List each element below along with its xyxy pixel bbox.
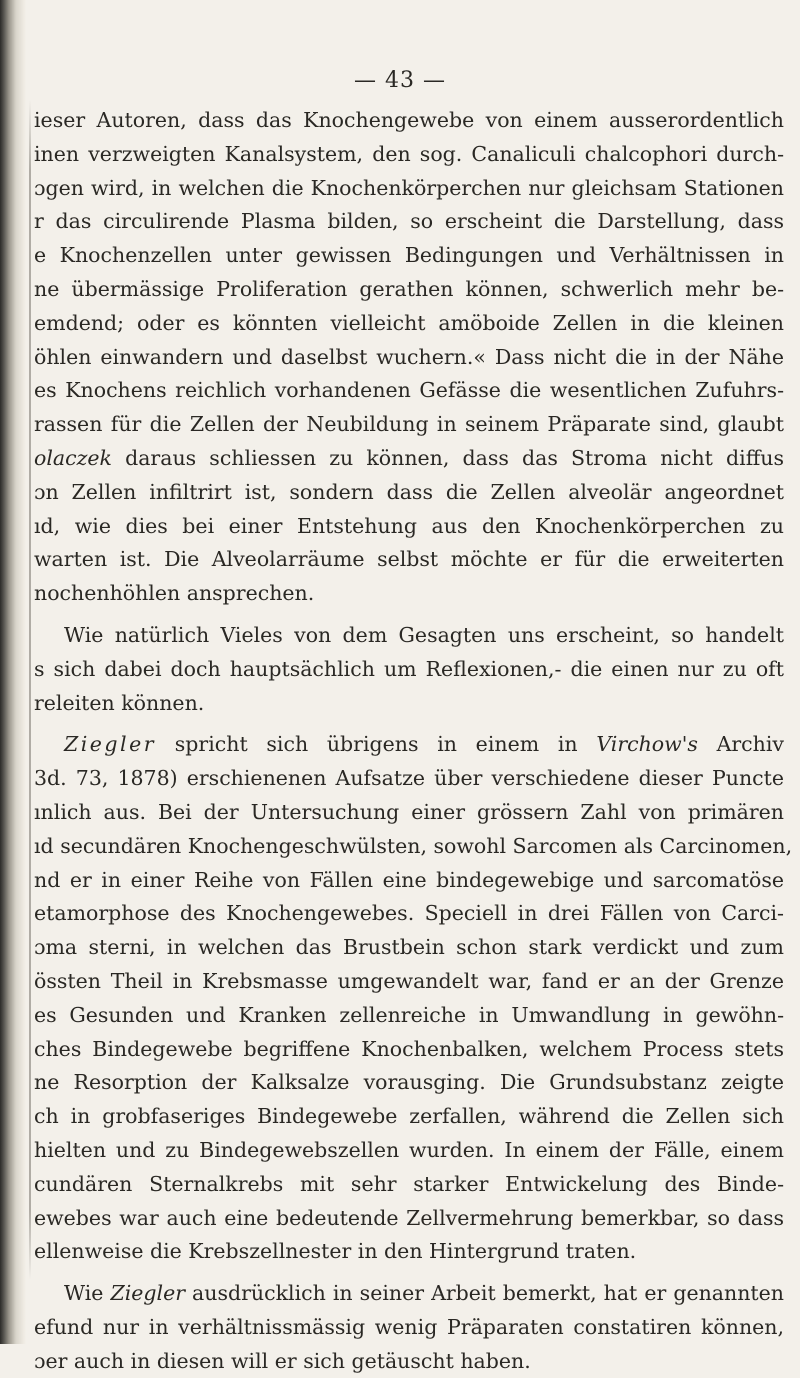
text-line: rassen für die Zellen der Neubildung in seinem Präparate sind, glaubt — [34, 412, 784, 437]
text-line: ɔma sterni, in welchen das Brustbein schon stark verdickt und zum — [34, 935, 784, 960]
text-line: ɔn Zellen infiltrirt ist, sondern dass die Zellen alveolär angeordnet — [34, 479, 784, 504]
text-line: öhlen einwandern und daselbst wuchern.« Dass nicht die in der Nähe — [34, 344, 784, 369]
text-line — [34, 1277, 784, 1311]
text-line: ewebes war auch eine bedeutende Zellvermehrung bemerkbar, so dass — [34, 1205, 784, 1230]
text-line: hielten und zu Bindegewebszellen wurden. In einem der Fälle, einem — [34, 1137, 784, 1162]
text-line: es Knochens reichlich vorhandenen Gefässe die wesentlichen Zufuhrs- — [34, 378, 784, 403]
text-line: 3d. 73, 1878) erschienenen Aufsatze über verschiedene dieser Puncte — [34, 766, 784, 791]
text-line-part: Wie — [64, 1281, 111, 1306]
text-line: efund nur in verhältnissmässig wenig Präparaten constatiren können, — [34, 1314, 784, 1339]
text-line: cundären Sternalkrebs mit sehr starker Entwickelung des Binde- — [34, 1171, 784, 1196]
paragraph-1 — [34, 104, 784, 611]
text-line: ellenweise die Krebszellnester in den Hintergrund traten. — [34, 1239, 637, 1264]
text-line: ɔer auch in diesen will er sich getäuscht haben. — [34, 1348, 531, 1373]
page-number: — 43 — — [354, 68, 446, 93]
text-line: ieser Autoren, dass das Knochengewebe von einem ausserordentlich — [34, 108, 784, 132]
text-line: e Knochenzellen unter gewissen Bedingungen und Verhältnissen in — [34, 243, 784, 268]
text-line: ch in grobfaseriges Bindegewebe zerfallen, während die Zellen sich — [34, 1104, 784, 1129]
text-line-part: spricht sich übrigens in einem in — [156, 732, 597, 757]
author-name-italic: olaczek — [34, 445, 112, 470]
text-line: warten ist. Die Alveolarräume selbst möchte er für die erweiterten — [34, 547, 784, 572]
author-name-italic: Ziegler — [110, 1281, 185, 1306]
paragraph-3 — [34, 728, 793, 1269]
text-line: nd er in einer Reihe von Fällen eine bindegewebige und sarcomatöse — [34, 867, 784, 892]
text-line-part: ausdrücklich in seiner Arbeit bemerkt, hat er genannten — [185, 1281, 784, 1306]
text-line: össten Theil in Krebsmasse umgewandelt war, fand er an der Grenze — [34, 968, 784, 993]
page-binding-edge — [0, 0, 26, 1344]
paragraph-2 — [34, 619, 784, 720]
text-line — [34, 442, 784, 476]
paragraph-4 — [34, 1277, 784, 1378]
journal-name-italic: Virchow's — [596, 732, 698, 757]
text-line: es Gesunden und Kranken zellenreiche in Umwandlung in gewöhn- — [34, 1002, 784, 1027]
text-line: ıd, wie dies bei einer Entstehung aus den Knochenkörperchen zu — [34, 513, 784, 538]
text-line: r das circulirende Plasma bilden, so erscheint die Darstellung, dass — [34, 209, 784, 234]
text-line: emdend; oder es könnten vielleicht amöboide Zellen in die kleinen — [34, 310, 784, 335]
text-line: s sich dabei doch hauptsächlich um Reflexionen,- die einen nur zu oft — [34, 656, 784, 681]
body-text — [34, 104, 793, 1378]
text-line: ches Bindegewebe begriffene Knochenbalken, welchem Process stets — [34, 1036, 784, 1061]
gutter-shadow-line — [29, 100, 31, 1280]
text-line: ıd secundären Knochengeschwülsten, sowohl Sarcomen als Carcinomen, — [34, 833, 793, 858]
text-line: ınlich aus. Bei der Untersuchung einer grössern Zahl von primären — [34, 799, 784, 824]
author-name-spaced: Ziegler — [64, 732, 157, 757]
text-line — [34, 728, 784, 762]
text-line: etamorphose des Knochengewebes. Speciell in drei Fällen von Carci- — [34, 901, 784, 926]
text-line-rest: daraus schliessen zu können, dass das Stroma nicht diffus — [111, 445, 784, 470]
text-line: Wie natürlich Vieles von dem Gesagten uns erscheint, so handelt — [64, 622, 784, 647]
text-line-part: Archiv — [697, 732, 784, 757]
text-line: ɔgen wird, in welchen die Knochenkörperchen nur gleichsam Stationen — [34, 175, 784, 200]
text-line: ne übermässige Proliferation gerathen können, schwerlich mehr be- — [34, 276, 784, 301]
text-line: ne Resorption der Kalksalze vorausging. Die Grundsubstanz zeigte — [34, 1070, 784, 1095]
text-line: nochenhöhlen ansprechen. — [34, 581, 315, 606]
text-line: releiten können. — [34, 690, 205, 715]
text-line: inen verzweigten Kanalsystem, den sog. Canaliculi chalcophori durch- — [34, 141, 784, 166]
